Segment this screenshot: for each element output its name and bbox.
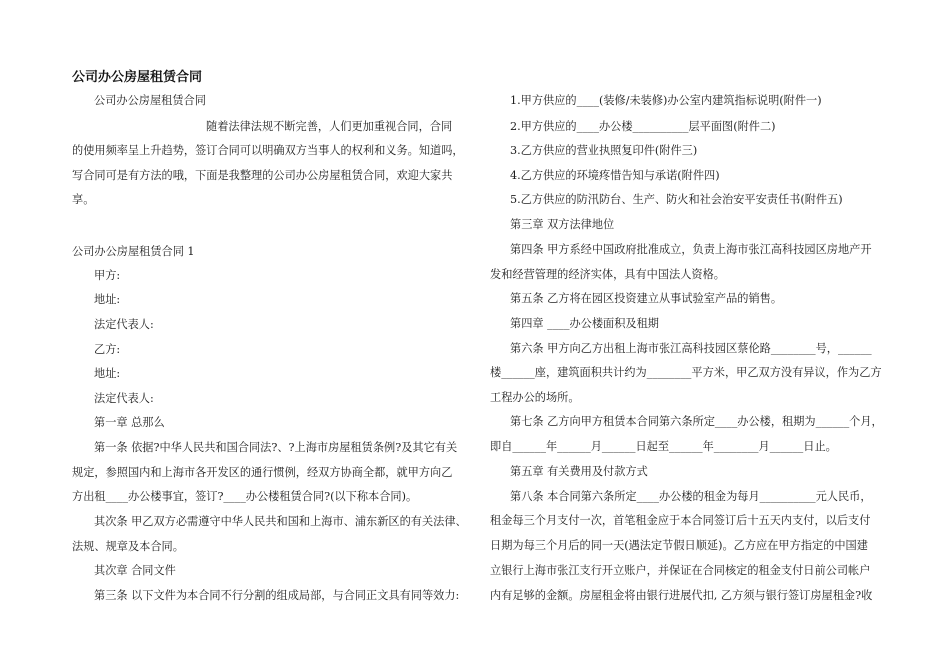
doc-line: 即自______年______月______日起至______年________月______日止。: [490, 440, 837, 453]
doc-line: 1.甲方供应的____(装修/未装修)办公室内建筑指标说明(附件一): [510, 94, 822, 107]
doc-line: 甲方:: [94, 269, 121, 282]
doc-line: 发和经营管理的经济实体，具有中国法人资格。: [490, 268, 725, 281]
doc-line: 乙方:: [94, 343, 121, 356]
doc-line: 租金每三个月支付一次，首笔租金应于本合同签订后十五天内支付，以后支付: [490, 514, 871, 527]
doc-line: 法规、规章及本合同。: [72, 540, 184, 553]
doc-line: 3.乙方供应的营业执照复印件(附件三): [510, 144, 698, 157]
doc-line: 第五章 有关费用及付款方式: [510, 465, 648, 478]
doc-line: 其次条 甲乙双方必需遵守中华人民共和国和上海市、浦东新区的有关法律、: [94, 515, 467, 528]
doc-line: 第一章 总那么: [94, 416, 165, 429]
doc-line: 写合同可是有方法的哦，下面是我整理的公司办公房屋租赁合同，欢迎大家共: [72, 169, 453, 182]
doc-line: 地址:: [94, 367, 121, 380]
doc-line: 2.甲方供应的____办公楼__________层平面图(附件二): [510, 120, 776, 133]
doc-line: 法定代表人:: [94, 318, 154, 331]
doc-line: 随着法律法规不断完善，人们更加重视合同，合同: [206, 120, 453, 133]
doc-line: 地址:: [94, 293, 121, 306]
doc-line: 第八条 本合同第六条所定____办公楼的租金为每月__________元人民币，: [510, 490, 872, 503]
doc-line: 法定代表人:: [94, 392, 154, 405]
doc-line: 第四条 甲方系经中国政府批准成立，负责上海市张江高科技园区房地产开: [510, 243, 872, 256]
doc-line: 的使用频率呈上升趋势，签订合同可以明确双方当事人的权利和义务。知道吗，: [72, 144, 464, 157]
doc-line: 规定，参照国内和上海市各开发区的通行惯例，经双方协商全都，就甲方向乙: [72, 466, 453, 479]
doc-line: 第七条 乙方向甲方租赁本合同第六条所定____办公楼，租期为______个月，: [510, 415, 883, 428]
doc-line: 第三章 双方法律地位: [510, 218, 615, 231]
doc-line: 第五条 乙方将在园区投资建立从事试验室产品的销售。: [510, 292, 783, 305]
doc-line: 日期为每三个月后的同一天(遇法定节假日顺延)。乙方应在甲方指定的中国建: [490, 539, 868, 552]
document-title: 公司办公房屋租赁合同: [72, 70, 203, 85]
doc-line: 其次章 合同文件: [94, 564, 176, 577]
doc-line: 公司办公房屋租赁合同: [94, 94, 206, 107]
doc-line: 楼______座，建筑面积共计约为________平方米，甲乙双方没有异议，作为乙方: [490, 366, 882, 379]
doc-line: 立银行上海市张江支行开立账户，并保证在合同核定的租金支付日前公司帐户: [490, 564, 871, 577]
doc-line: 享。: [72, 193, 95, 206]
doc-line: 公司办公房屋租赁合同 1: [72, 245, 195, 258]
doc-line: 第一条 依据?中华人民共和国合同法?、?上海市房屋租赁条例?及其它有关: [94, 441, 458, 454]
doc-line: 5.乙方供应的防汛防台、生产、防火和社会治安平安责任书(附件五): [510, 193, 843, 206]
doc-line: 第四章 ____办公楼面积及租期: [510, 317, 659, 330]
doc-line: 第六条 甲方向乙方出租上海市张江高科技园区蔡伦路________号，______: [510, 342, 872, 355]
doc-line: 4.乙方供应的环境疼惜告知与承诺(附件四): [510, 169, 720, 182]
doc-line: 工程办公的场所。: [490, 391, 580, 404]
doc-line: 方出租____办公楼事宜，签订?____办公楼租赁合同?(以下称本合同)。: [72, 490, 418, 503]
doc-line: 内有足够的金额。房屋租金将由银行进展代扣, 乙方须与银行签订房屋租金?收: [490, 589, 873, 602]
doc-line: 第三条 以下文件为本合同不行分割的组成局部，与合同正文具有同等效力:: [94, 589, 460, 602]
